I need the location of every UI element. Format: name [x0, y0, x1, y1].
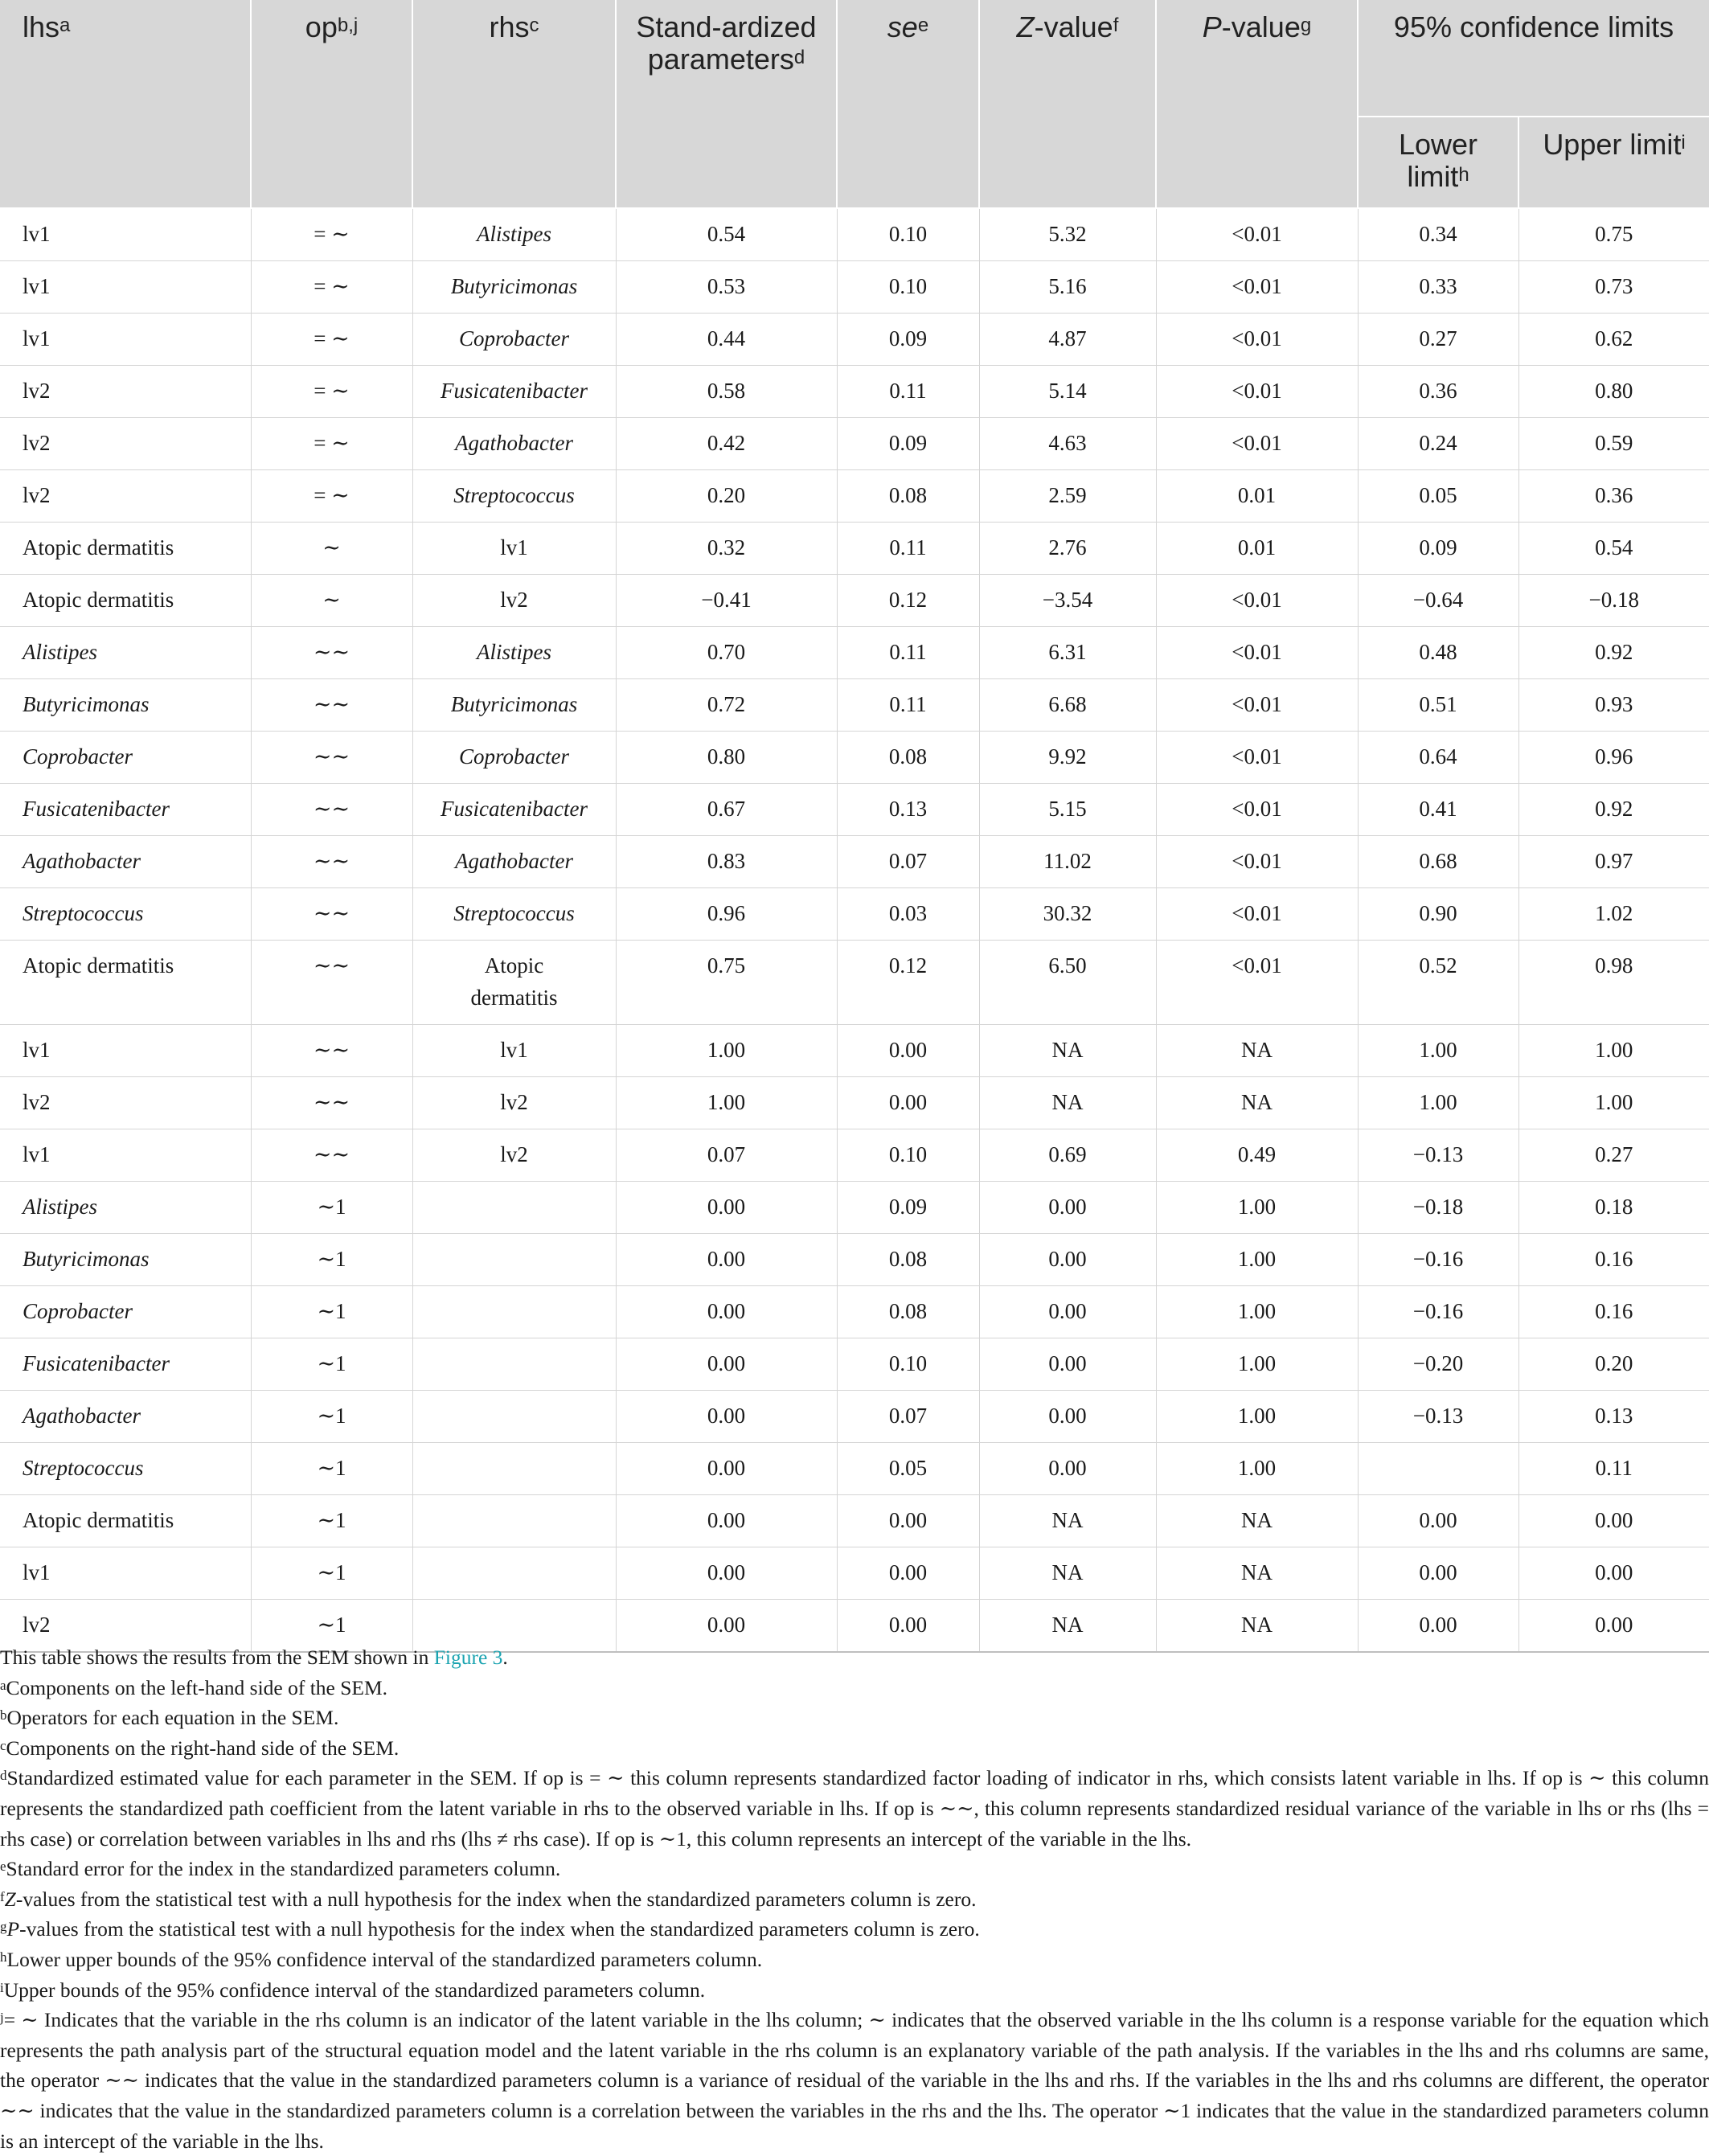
cell-rhs: Butyricimonas: [412, 261, 616, 314]
cell-rhs: [412, 1547, 616, 1600]
cell-upper-limit: 0.92: [1518, 627, 1709, 679]
table-row: [0, 679, 1709, 732]
header-se: $se^e$: [837, 0, 979, 208]
cell-se: 0.10: [837, 1338, 979, 1391]
cell-lower-limit: 0.09: [1358, 523, 1518, 575]
cell-rhs: Streptococcus: [412, 888, 616, 941]
cell-op: = ∼: [251, 208, 412, 261]
cell-z-value: 6.50: [979, 941, 1156, 1025]
cell-op: ∼∼: [251, 784, 412, 836]
cell-lhs: Alistipes: [0, 1182, 251, 1234]
footnote-f: $^f$Z-values from the statistical test with a null hypothesis for the index when the standardized parameters column is zero.: [0, 1887, 977, 1911]
footnote-b: $^b$Operators for each equation in the SEM.: [0, 1706, 339, 1730]
cell-op: ∼: [251, 575, 412, 627]
cell-upper-limit: 0.93: [1518, 679, 1709, 732]
footnote-d: $^d$Standardized estimated value for each parameter in the SEM. If op is = ∼ this column represents standardized factor loading of indicator in rhs, which consists latent variable in lhs. If op is ∼ this column represents the standardized path coefficient from the latent variable in rhs to the observed variable in lhs. If op is ∼∼, this column represents standardized residual variance of the variable in lhs or rhs (lhs = rhs case) or correlation between variables in lhs and rhs (lhs ≠ rhs case). If op is ∼1, this column represents an intercept of the variable in the lhs.: [0, 1766, 1709, 1851]
table-row: [0, 366, 1709, 418]
cell-standardized-parameter: 0.80: [616, 732, 837, 784]
cell-op: ∼1: [251, 1495, 412, 1547]
cell-se: 0.09: [837, 1182, 979, 1234]
cell-se: 0.12: [837, 941, 979, 1025]
cell-upper-limit: 0.00: [1518, 1600, 1709, 1653]
cell-op: ∼1: [251, 1443, 412, 1495]
cell-lhs: lv1: [0, 261, 251, 314]
cell-standardized-parameter: 0.00: [616, 1600, 837, 1653]
cell-se: 0.10: [837, 261, 979, 314]
cell-se: 0.00: [837, 1077, 979, 1129]
cell-standardized-parameter: 0.70: [616, 627, 837, 679]
cell-upper-limit: 0.00: [1518, 1547, 1709, 1600]
cell-z-value: 5.32: [979, 208, 1156, 261]
cell-z-value: 11.02: [979, 836, 1156, 888]
cell-standardized-parameter: 0.00: [616, 1443, 837, 1495]
cell-lower-limit: 0.00: [1358, 1547, 1518, 1600]
cell-p-value: NA: [1156, 1547, 1358, 1600]
cell-lower-limit: 0.36: [1358, 366, 1518, 418]
table-row: [0, 1286, 1709, 1338]
cell-se: 0.03: [837, 888, 979, 941]
cell-lower-limit: 0.52: [1358, 941, 1518, 1025]
cell-z-value: 0.00: [979, 1338, 1156, 1391]
footnote-j: $^j$= ∼ Indicates that the variable in the rhs column is an indicator of the latent variable in the lhs column; ∼ indicates that the observed variable in the lhs column is a response variable for the equation which represents the path analysis part of the structural equation model and the latent variable in the rhs column is an explanatory variable of the path analysis. If the variables in the lhs and rhs columns are same, the operator ∼∼ indicates that the value in the standardized parameters column is a variance of residual of the variable in the lhs and rhs. If the variables in the lhs and rhs columns are different, the operator ∼∼ indicates that the value in the standardized parameters column is a correlation between the variables in the rhs and the lhs. The operator ∼1 indicates that the value in the standardized parameters column is an intercept of the variable in the lhs.: [0, 2008, 1709, 2153]
cell-p-value: NA: [1156, 1077, 1358, 1129]
cell-rhs: [412, 1286, 616, 1338]
cell-lower-limit: 0.27: [1358, 314, 1518, 366]
cell-se: 0.11: [837, 627, 979, 679]
cell-lower-limit: −0.16: [1358, 1234, 1518, 1286]
cell-lhs: Butyricimonas: [0, 679, 251, 732]
cell-z-value: NA: [979, 1547, 1156, 1600]
cell-lhs: Streptococcus: [0, 888, 251, 941]
cell-lower-limit: 0.90: [1358, 888, 1518, 941]
cell-op: ∼∼: [251, 627, 412, 679]
cell-rhs: [412, 1443, 616, 1495]
cell-lhs: Atopic dermatitis: [0, 523, 251, 575]
cell-lhs: lv2: [0, 366, 251, 418]
cell-op: ∼∼: [251, 1077, 412, 1129]
cell-lower-limit: 0.00: [1358, 1495, 1518, 1547]
cell-standardized-parameter: 0.07: [616, 1129, 837, 1182]
cell-lower-limit: [1358, 1443, 1518, 1495]
cell-se: 0.08: [837, 1234, 979, 1286]
cell-rhs: Atopic dermatitis: [412, 941, 616, 1025]
table-row: [0, 888, 1709, 941]
cell-lower-limit: 1.00: [1358, 1077, 1518, 1129]
cell-standardized-parameter: 0.54: [616, 208, 837, 261]
cell-upper-limit: 1.00: [1518, 1025, 1709, 1077]
cell-p-value: <0.01: [1156, 784, 1358, 836]
cell-upper-limit: 1.02: [1518, 888, 1709, 941]
cell-standardized-parameter: 0.58: [616, 366, 837, 418]
cell-rhs: lv2: [412, 575, 616, 627]
cell-p-value: <0.01: [1156, 679, 1358, 732]
cell-se: 0.08: [837, 1286, 979, 1338]
footnote-g: $^g$P-values from the statistical test with a null hypothesis for the index when the standardized parameters column is zero.: [0, 1917, 980, 1941]
cell-standardized-parameter: 0.00: [616, 1338, 837, 1391]
footnote-c: $^c$Components on the right-hand side of the SEM.: [0, 1736, 400, 1760]
cell-upper-limit: 0.13: [1518, 1391, 1709, 1443]
table-row: [0, 1025, 1709, 1077]
cell-upper-limit: −0.18: [1518, 575, 1709, 627]
cell-rhs: Alistipes: [412, 208, 616, 261]
cell-z-value: 6.68: [979, 679, 1156, 732]
cell-p-value: <0.01: [1156, 732, 1358, 784]
header-z-value: Z-value$^f$: [979, 0, 1156, 208]
cell-lower-limit: −0.13: [1358, 1391, 1518, 1443]
cell-upper-limit: 0.75: [1518, 208, 1709, 261]
cell-lhs: Butyricimonas: [0, 1234, 251, 1286]
header-lower-limit: Lower limit$^h$: [1358, 117, 1518, 208]
cell-upper-limit: 0.59: [1518, 418, 1709, 470]
table-row: [0, 1391, 1709, 1443]
cell-rhs: Coprobacter: [412, 314, 616, 366]
cell-z-value: NA: [979, 1077, 1156, 1129]
cell-upper-limit: 0.62: [1518, 314, 1709, 366]
cell-z-value: 5.15: [979, 784, 1156, 836]
cell-standardized-parameter: 0.00: [616, 1182, 837, 1234]
table-row: [0, 1547, 1709, 1600]
cell-z-value: 30.32: [979, 888, 1156, 941]
table-row: [0, 627, 1709, 679]
header-rhs: rhs$^c$: [412, 0, 616, 208]
table-row: [0, 314, 1709, 366]
table-row: [0, 1077, 1709, 1129]
footnote-intro: This table shows the results from the SEM shown in Figure 3.: [0, 1646, 508, 1669]
cell-lower-limit: 0.34: [1358, 208, 1518, 261]
cell-op: ∼1: [251, 1234, 412, 1286]
cell-op: ∼1: [251, 1182, 412, 1234]
cell-p-value: 1.00: [1156, 1443, 1358, 1495]
cell-z-value: 0.00: [979, 1182, 1156, 1234]
cell-lhs: lv2: [0, 1600, 251, 1653]
cell-se: 0.13: [837, 784, 979, 836]
cell-p-value: 1.00: [1156, 1234, 1358, 1286]
cell-rhs: Fusicatenibacter: [412, 366, 616, 418]
cell-se: 0.09: [837, 314, 979, 366]
cell-rhs: Fusicatenibacter: [412, 784, 616, 836]
cell-lhs: Agathobacter: [0, 1391, 251, 1443]
footnote-a: $^a$Components on the left-hand side of the SEM.: [0, 1675, 388, 1699]
cell-se: 0.07: [837, 1391, 979, 1443]
table-row: [0, 1129, 1709, 1182]
cell-p-value: <0.01: [1156, 888, 1358, 941]
table-row: [0, 208, 1709, 261]
cell-op: ∼1: [251, 1391, 412, 1443]
cell-se: 0.07: [837, 836, 979, 888]
cell-standardized-parameter: 0.00: [616, 1495, 837, 1547]
cell-op: ∼∼: [251, 888, 412, 941]
cell-lower-limit: 0.41: [1358, 784, 1518, 836]
cell-standardized-parameter: 0.00: [616, 1391, 837, 1443]
cell-se: 0.10: [837, 1129, 979, 1182]
cell-upper-limit: 0.20: [1518, 1338, 1709, 1391]
cell-upper-limit: 1.00: [1518, 1077, 1709, 1129]
table-row: [0, 470, 1709, 523]
cell-lower-limit: −0.20: [1358, 1338, 1518, 1391]
cell-lhs: lv1: [0, 1129, 251, 1182]
cell-p-value: 1.00: [1156, 1286, 1358, 1338]
cell-z-value: NA: [979, 1600, 1156, 1653]
cell-z-value: 5.16: [979, 261, 1156, 314]
header-upper-limit: Upper limit$^i$: [1518, 117, 1709, 208]
footnote-i: $^i$Upper bounds of the 95% confidence interval of the standardized parameters column.: [0, 1978, 706, 2002]
cell-standardized-parameter: 1.00: [616, 1025, 837, 1077]
cell-p-value: <0.01: [1156, 575, 1358, 627]
cell-lhs: Streptococcus: [0, 1443, 251, 1495]
cell-upper-limit: 0.73: [1518, 261, 1709, 314]
cell-op: = ∼: [251, 314, 412, 366]
cell-upper-limit: 0.92: [1518, 784, 1709, 836]
cell-se: 0.11: [837, 523, 979, 575]
cell-lhs: Coprobacter: [0, 732, 251, 784]
cell-op: ∼∼: [251, 1129, 412, 1182]
cell-upper-limit: 0.18: [1518, 1182, 1709, 1234]
cell-rhs: lv2: [412, 1129, 616, 1182]
cell-se: 0.00: [837, 1495, 979, 1547]
cell-standardized-parameter: 0.00: [616, 1547, 837, 1600]
cell-z-value: 5.14: [979, 366, 1156, 418]
table-row: [0, 1495, 1709, 1547]
cell-z-value: −3.54: [979, 575, 1156, 627]
cell-lhs: Atopic dermatitis: [0, 941, 251, 1025]
cell-z-value: 4.63: [979, 418, 1156, 470]
cell-lhs: Atopic dermatitis: [0, 1495, 251, 1547]
cell-standardized-parameter: 0.75: [616, 941, 837, 1025]
table-row: [0, 1443, 1709, 1495]
cell-lhs: lv1: [0, 208, 251, 261]
cell-p-value: NA: [1156, 1600, 1358, 1653]
cell-p-value: 0.01: [1156, 470, 1358, 523]
cell-p-value: <0.01: [1156, 836, 1358, 888]
cell-lhs: Fusicatenibacter: [0, 1338, 251, 1391]
footnote-h: $^h$Lower upper bounds of the 95% confidence interval of the standardized parameters column.: [0, 1947, 763, 1971]
cell-se: 0.00: [837, 1547, 979, 1600]
cell-rhs: Agathobacter: [412, 418, 616, 470]
cell-z-value: NA: [979, 1495, 1156, 1547]
header-confidence-limits: 95% confidence limits: [1358, 0, 1709, 117]
cell-upper-limit: 0.16: [1518, 1234, 1709, 1286]
cell-rhs: Streptococcus: [412, 470, 616, 523]
cell-p-value: <0.01: [1156, 314, 1358, 366]
cell-lower-limit: −0.16: [1358, 1286, 1518, 1338]
cell-upper-limit: 0.98: [1518, 941, 1709, 1025]
cell-rhs: [412, 1495, 616, 1547]
cell-z-value: 2.76: [979, 523, 1156, 575]
cell-op: ∼1: [251, 1286, 412, 1338]
cell-rhs: [412, 1182, 616, 1234]
table-body: [0, 208, 1709, 1652]
cell-se: 0.12: [837, 575, 979, 627]
cell-z-value: 0.69: [979, 1129, 1156, 1182]
cell-se: 0.05: [837, 1443, 979, 1495]
cell-upper-limit: 0.54: [1518, 523, 1709, 575]
cell-rhs: lv1: [412, 523, 616, 575]
cell-standardized-parameter: 0.72: [616, 679, 837, 732]
cell-standardized-parameter: 1.00: [616, 1077, 837, 1129]
cell-lower-limit: 0.68: [1358, 836, 1518, 888]
table-row: [0, 261, 1709, 314]
header-lhs: lhs$^a$: [0, 0, 251, 208]
cell-op: ∼∼: [251, 1025, 412, 1077]
cell-op: ∼: [251, 523, 412, 575]
cell-standardized-parameter: 0.42: [616, 418, 837, 470]
cell-op: ∼1: [251, 1547, 412, 1600]
cell-lhs: Fusicatenibacter: [0, 784, 251, 836]
cell-standardized-parameter: 0.53: [616, 261, 837, 314]
cell-op: ∼∼: [251, 732, 412, 784]
table-row: [0, 418, 1709, 470]
cell-upper-limit: 0.96: [1518, 732, 1709, 784]
cell-p-value: <0.01: [1156, 208, 1358, 261]
cell-standardized-parameter: 0.20: [616, 470, 837, 523]
cell-p-value: <0.01: [1156, 941, 1358, 1025]
cell-lower-limit: 0.64: [1358, 732, 1518, 784]
cell-standardized-parameter: 0.00: [616, 1234, 837, 1286]
cell-z-value: 0.00: [979, 1391, 1156, 1443]
cell-lhs: Alistipes: [0, 627, 251, 679]
cell-lower-limit: 0.48: [1358, 627, 1518, 679]
cell-p-value: 1.00: [1156, 1391, 1358, 1443]
cell-standardized-parameter: 0.67: [616, 784, 837, 836]
cell-op: = ∼: [251, 261, 412, 314]
cell-rhs: Butyricimonas: [412, 679, 616, 732]
table-row: [0, 836, 1709, 888]
cell-lower-limit: 0.05: [1358, 470, 1518, 523]
cell-standardized-parameter: 0.44: [616, 314, 837, 366]
cell-standardized-parameter: 0.96: [616, 888, 837, 941]
cell-lower-limit: 0.51: [1358, 679, 1518, 732]
cell-lhs: Coprobacter: [0, 1286, 251, 1338]
table-row: [0, 575, 1709, 627]
cell-op: ∼1: [251, 1600, 412, 1653]
cell-rhs: lv1: [412, 1025, 616, 1077]
figure-3-link[interactable]: Figure 3: [433, 1646, 503, 1669]
cell-p-value: 1.00: [1156, 1182, 1358, 1234]
cell-op: ∼∼: [251, 836, 412, 888]
cell-se: 0.08: [837, 470, 979, 523]
cell-z-value: 4.87: [979, 314, 1156, 366]
cell-lhs: lv1: [0, 314, 251, 366]
cell-op: = ∼: [251, 470, 412, 523]
cell-rhs: [412, 1338, 616, 1391]
cell-upper-limit: 0.27: [1518, 1129, 1709, 1182]
table-row: [0, 732, 1709, 784]
cell-z-value: NA: [979, 1025, 1156, 1077]
cell-lhs: Agathobacter: [0, 836, 251, 888]
cell-lower-limit: −0.13: [1358, 1129, 1518, 1182]
cell-lhs: lv1: [0, 1547, 251, 1600]
cell-p-value: <0.01: [1156, 418, 1358, 470]
cell-standardized-parameter: 0.32: [616, 523, 837, 575]
cell-standardized-parameter: 0.00: [616, 1286, 837, 1338]
cell-lower-limit: 0.33: [1358, 261, 1518, 314]
cell-p-value: <0.01: [1156, 627, 1358, 679]
cell-op: ∼∼: [251, 679, 412, 732]
cell-se: 0.10: [837, 208, 979, 261]
cell-upper-limit: 0.11: [1518, 1443, 1709, 1495]
cell-rhs: lv2: [412, 1077, 616, 1129]
cell-se: 0.11: [837, 679, 979, 732]
cell-se: 0.11: [837, 366, 979, 418]
cell-op: ∼1: [251, 1338, 412, 1391]
cell-standardized-parameter: 0.83: [616, 836, 837, 888]
cell-lower-limit: 0.24: [1358, 418, 1518, 470]
cell-se: 0.08: [837, 732, 979, 784]
cell-z-value: 9.92: [979, 732, 1156, 784]
cell-lower-limit: −0.18: [1358, 1182, 1518, 1234]
cell-lhs: lv2: [0, 418, 251, 470]
cell-upper-limit: 0.00: [1518, 1495, 1709, 1547]
table-row: [0, 523, 1709, 575]
cell-p-value: <0.01: [1156, 261, 1358, 314]
table-row: [0, 1182, 1709, 1234]
cell-p-value: NA: [1156, 1025, 1358, 1077]
cell-op: ∼∼: [251, 941, 412, 1025]
cell-p-value: <0.01: [1156, 366, 1358, 418]
cell-rhs: Alistipes: [412, 627, 616, 679]
cell-se: 0.00: [837, 1025, 979, 1077]
table-row: [0, 1234, 1709, 1286]
table-row: [0, 1338, 1709, 1391]
cell-se: 0.09: [837, 418, 979, 470]
cell-rhs: [412, 1391, 616, 1443]
header-standardized-parameters: Stand-ardized parameters$^d$: [616, 0, 837, 208]
cell-upper-limit: 0.97: [1518, 836, 1709, 888]
cell-lhs: lv2: [0, 1077, 251, 1129]
cell-z-value: 6.31: [979, 627, 1156, 679]
table-row: [0, 784, 1709, 836]
cell-z-value: 2.59: [979, 470, 1156, 523]
cell-lhs: Atopic dermatitis: [0, 575, 251, 627]
cell-rhs: Agathobacter: [412, 836, 616, 888]
cell-lower-limit: 0.00: [1358, 1600, 1518, 1653]
cell-upper-limit: 0.16: [1518, 1286, 1709, 1338]
cell-lhs: lv2: [0, 470, 251, 523]
cell-rhs: [412, 1234, 616, 1286]
cell-p-value: 0.49: [1156, 1129, 1358, 1182]
cell-lower-limit: 1.00: [1358, 1025, 1518, 1077]
cell-rhs: Coprobacter: [412, 732, 616, 784]
cell-p-value: 0.01: [1156, 523, 1358, 575]
cell-op: = ∼: [251, 418, 412, 470]
table-row: [0, 941, 1709, 1025]
cell-op: = ∼: [251, 366, 412, 418]
cell-se: 0.00: [837, 1600, 979, 1653]
cell-lhs: lv1: [0, 1025, 251, 1077]
cell-z-value: 0.00: [979, 1234, 1156, 1286]
header-op: op$^{b,j}$: [251, 0, 412, 208]
cell-p-value: NA: [1156, 1495, 1358, 1547]
header-p-value: P-value$^g$: [1156, 0, 1358, 208]
table-footnotes: [0, 1642, 1709, 2156]
cell-lower-limit: −0.64: [1358, 575, 1518, 627]
cell-upper-limit: 0.36: [1518, 470, 1709, 523]
cell-z-value: 0.00: [979, 1443, 1156, 1495]
footnote-e: $^e$Standard error for the index in the standardized parameters column.: [0, 1857, 561, 1881]
cell-upper-limit: 0.80: [1518, 366, 1709, 418]
cell-p-value: 1.00: [1156, 1338, 1358, 1391]
cell-standardized-parameter: −0.41: [616, 575, 837, 627]
cell-z-value: 0.00: [979, 1286, 1156, 1338]
